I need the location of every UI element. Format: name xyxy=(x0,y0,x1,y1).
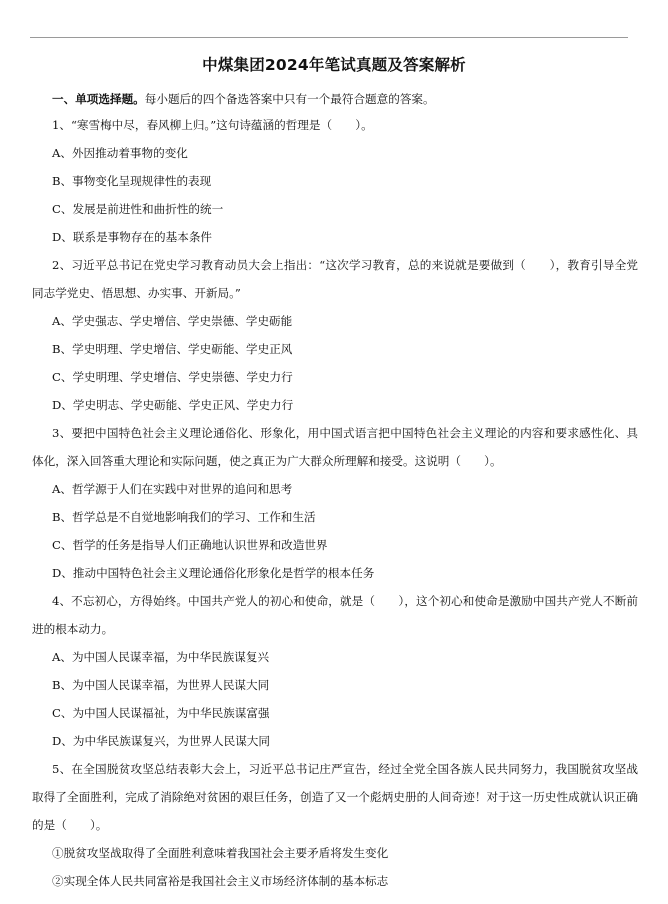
option-b: B、事物变化呈现规律性的表现 xyxy=(52,174,212,188)
section-instruction: 每小题后的四个备选答案中只有一个最符合题意的答案。 xyxy=(144,92,435,106)
question-2 xyxy=(32,251,638,419)
statement-2: ②实现全体人民共同富裕是我国社会主义市场经济体制的基本标志 xyxy=(52,874,389,888)
header-rule xyxy=(30,37,628,38)
option-d: D、联系是事物存在的基本条件 xyxy=(52,230,213,244)
option-a: A、为中国人民谋幸福，为中华民族谋复兴 xyxy=(52,650,270,664)
question-stem: 5、在全国脱贫攻坚总结表彰大会上，习近平总书记庄严宣告，经过全党全国各族人民共同努力，我国脱贫攻坚战取得了全面胜利，完成了消除绝对贫困的艰巨任务，创造了又一个彪炳史册的人间奇迹！对于这一历史性成就认识正确的是（ ）。 xyxy=(32,762,638,832)
question-5 xyxy=(32,755,638,895)
page-title: 中煤集团2024年笔试真题及答案解析 xyxy=(202,56,466,74)
option-a: A、学史强志、学史增信、学史崇德、学史砺能 xyxy=(52,314,293,328)
section-label: 一、单项选择题。 xyxy=(52,92,145,106)
question-stem: 3、要把中国特色社会主义理论通俗化、形象化，用中国式语言把中国特色社会主义理论的内容和要求感性化、具体化，深入回答重大理论和实际问题，使之真正为广大群众所理解和接受。这说明（ ）。 xyxy=(32,426,638,468)
option-a: A、哲学源于人们在实践中对世界的追问和思考 xyxy=(52,482,293,496)
option-b: B、学史明理、学史增信、学史砺能、学史正风 xyxy=(52,342,293,356)
option-b: B、为中国人民谋幸福，为世界人民谋大同 xyxy=(52,678,270,692)
option-c: C、为中国人民谋福祉，为中华民族谋富强 xyxy=(52,706,270,720)
option-a: A、外因推动着事物的变化 xyxy=(52,146,188,160)
option-c: C、学史明理、学史增信、学史崇德、学史力行 xyxy=(52,370,293,384)
statement-1: ①脱贫攻坚战取得了全面胜利意味着我国社会主要矛盾将发生变化 xyxy=(52,846,389,860)
option-d: D、推动中国特色社会主义理论通俗化形象化是哲学的根本任务 xyxy=(52,566,375,580)
question-stem: 1、“寒雪梅中尽，春风柳上归。”这句诗蕴涵的哲理是（ ）。 xyxy=(52,118,373,132)
question-3 xyxy=(32,419,638,587)
section-heading xyxy=(52,91,435,107)
option-b: B、哲学总是不自觉地影响我们的学习、工作和生活 xyxy=(52,510,316,524)
question-stem: 2、习近平总书记在党史学习教育动员大会上指出：“这次学习教育，总的来说就是要做到（ ），教育引导全党同志学党史、悟思想、办实事、开新局。” xyxy=(32,258,638,300)
question-4 xyxy=(32,587,638,755)
question-1 xyxy=(32,111,638,251)
question-stem: 4、不忘初心，方得始终。中国共产党人的初心和使命，就是（ ），这个初心和使命是激励中国共产党人不断前进的根本动力。 xyxy=(32,594,638,636)
option-c: C、哲学的任务是指导人们正确地认识世界和改造世界 xyxy=(52,538,328,552)
question-list xyxy=(32,111,638,895)
option-c: C、发展是前进性和曲折性的统一 xyxy=(52,202,224,216)
option-d: D、学史明志、学史砺能、学史正风、学史力行 xyxy=(52,398,294,412)
option-d: D、为中华民族谋复兴，为世界人民谋大同 xyxy=(52,734,270,748)
